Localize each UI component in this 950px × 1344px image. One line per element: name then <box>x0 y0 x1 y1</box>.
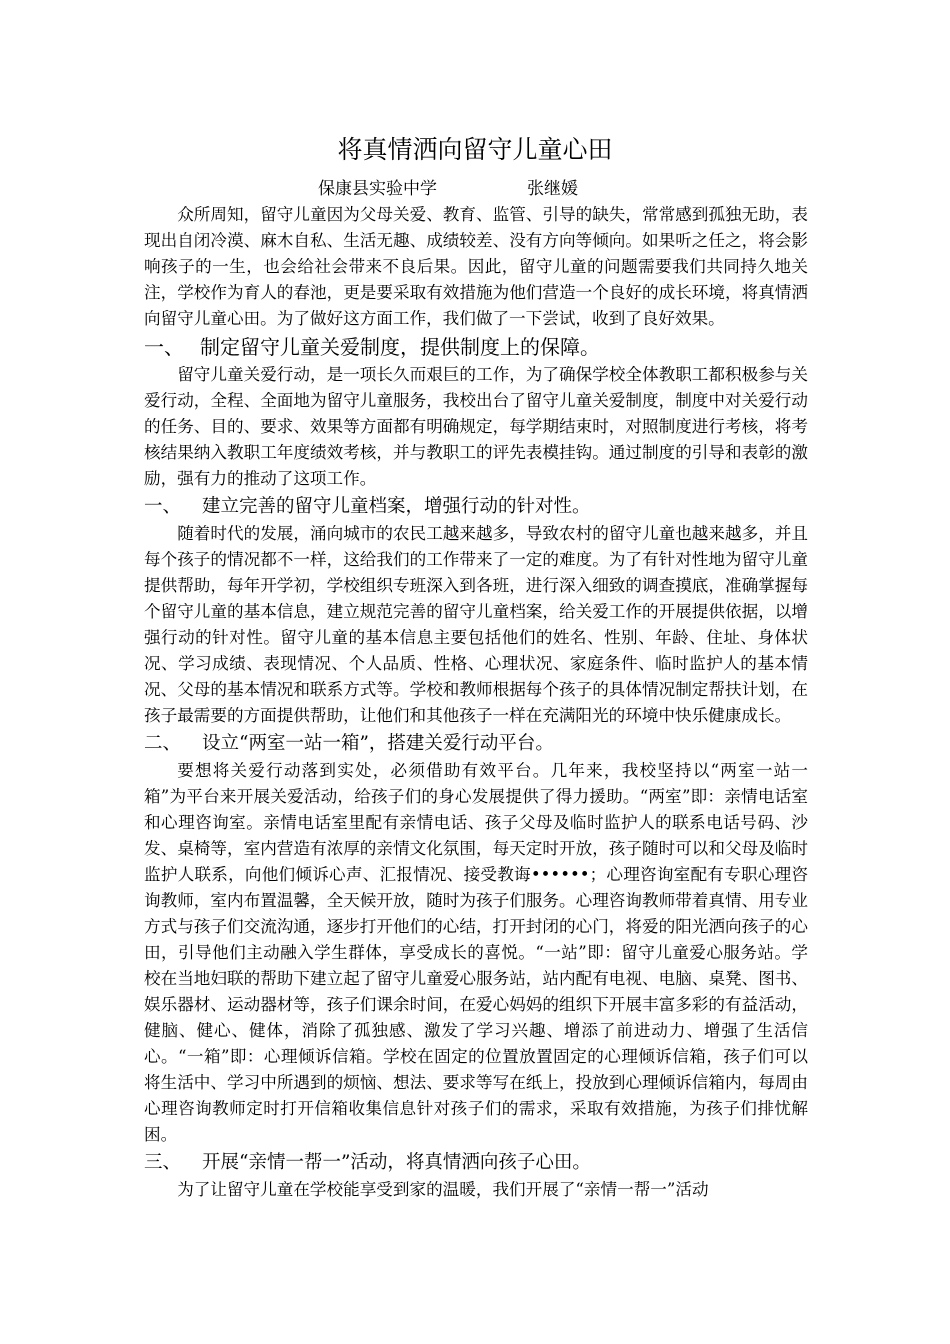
section-4-paragraph: 为了让留守儿童在学校能享受到家的温暖，我们开展了“亲情一帮一”活动 <box>177 1180 709 1199</box>
intro-paragraph: 众所周知，留守儿童因为父母关爱、教育、监管、引导的缺失，常常感到孤独无助，表现出自闭冷漠、麻木自私、生活无趣、成绩较差、没有方向等倾向。如果听之任之，将会影响孩子的一生，也会给社会带来不良后果。因此，留守儿童的问题需要我们共同持久地关注，学校作为育人的春池，更是要采取有效措施为他们营造一个良好的成长环境，将真情洒向留守儿童心田。为了做好这方面工作，我们做了一下尝试，收到了良好效果。 <box>144 205 808 328</box>
section-3-paragraph: 要想将关爱行动落到实处，必须借助有效平台。几年来，我校坚持以“两室一站一箱”为平台来开展关爱活动，给孩子们的身心发展提供了得力援助。“两室”即：亲情电话室和心理咨询室。亲情电话室里配有亲情电话、孩子父母及临时监护人的联系电话号码、沙发、桌椅等，室内营造有浓厚的亲情文化氛围，每天定时开放，孩子随时可以和父母及临时监护人联系，向他们倾诉心声、汇报情况、接受教诲••••••；心理咨询室配有专职心理咨询教师，室内布置温馨，全天候开放，随时为孩子们服务。心理咨询教师带着真情、用专业方式与孩子们交流沟通，逐步打开他们的心结，打开封闭的心门，将爱的阳光洒向孩子的心田，引导他们主动融入学生群体，享受成长的喜悦。“一站”即：留守儿童爱心服务站。学校在当地妇联的帮助下建立起了留守儿童爱心服务站，站内配有电视、电脑、桌凳、图书、娱乐器材、运动器材等，孩子们课余时间，在爱心妈妈的组织下开展丰富多彩的有益活动，健脑、健心、健体，消除了孤独感、激发了学习兴趣、增添了前进动力、增强了生活信心。“一箱”即：心理倾诉信箱。学校在固定的位置放置固定的心理倾诉信箱，孩子们可以将生活中、学习中所遇到的烦恼、想法、要求等写在纸上，投放到心理倾诉信箱内，每周由心理咨询教师定时打开信箱收集信息针对孩子们的需求，采取有效措施，为孩子们排忧解困。 <box>144 761 808 1144</box>
section-number: 一、 <box>144 496 182 517</box>
section-2-paragraph: 随着时代的发展，涌向城市的农民工越来越多，导致农村的留守儿童也越来越多，并且每个孩子的情况都不一样，这给我们的工作带来了一定的难度。为了有针对性地为留守儿童提供帮助，每年开学初，学校组织专班深入到各班，进行深入细致的调查摸底，准确掌握每个留守儿童的基本信息，建立规范完善的留守儿童档案，给关爱工作的开展提供依据，以增强行动的针对性。留守儿童的基本信息主要包括他们的姓名、性别、年龄、住址、身体状况、学习成绩、表现情况、个人品质、性格、心理状况、家庭条件、临时监护人的基本情况、父母的基本情况和联系方式等。学校和教师根据每个孩子的具体情况制定帮扶计划，在孩子最需要的方面提供帮助，让他们和其他孩子一样在充满阳光的环境中快乐健康成长。 <box>144 524 808 725</box>
section-heading-2 <box>144 492 808 521</box>
section-number: 一、 <box>144 335 184 359</box>
section-heading-3 <box>144 729 808 758</box>
document-title: 将真情洒向留守儿童心田 <box>337 135 613 164</box>
section-heading-text: 制定留守儿童关爱制度，提供制度上的保障。 <box>200 335 600 359</box>
author-name: 张继媛 <box>527 179 578 199</box>
section-heading-text: 设立“两室一站一箱”，搭建关爱行动平台。 <box>202 733 554 754</box>
section-number: 三、 <box>144 1152 182 1173</box>
document-body <box>144 202 808 1203</box>
section-1-paragraph: 留守儿童关爱行动，是一项长久而艰巨的工作，为了确保学校全体教职工都积极参与关爱行动，全程、全面地为留守儿童服务，我校出台了留守儿童关爱制度，制度中对关爱行动的任务、目的、要求、效果等方面都有明确规定，每学期结束时，对照制度进行考核，将考核结果纳入教职工年度绩效考核，并与教职工的评先表模挂钩。通过制度的引导和表彰的激励，强有力的推动了这项工作。 <box>144 365 808 488</box>
school-name: 保康县实验中学 <box>318 179 437 199</box>
section-number: 二、 <box>144 733 182 754</box>
section-heading-text: 建立完善的留守儿童档案，增强行动的针对性。 <box>202 496 591 517</box>
section-heading-1 <box>144 332 808 362</box>
section-heading-4 <box>144 1148 808 1177</box>
section-heading-text: 开展“亲情一帮一”活动，将真情洒向孩子心田。 <box>202 1152 591 1173</box>
byline <box>0 176 950 202</box>
